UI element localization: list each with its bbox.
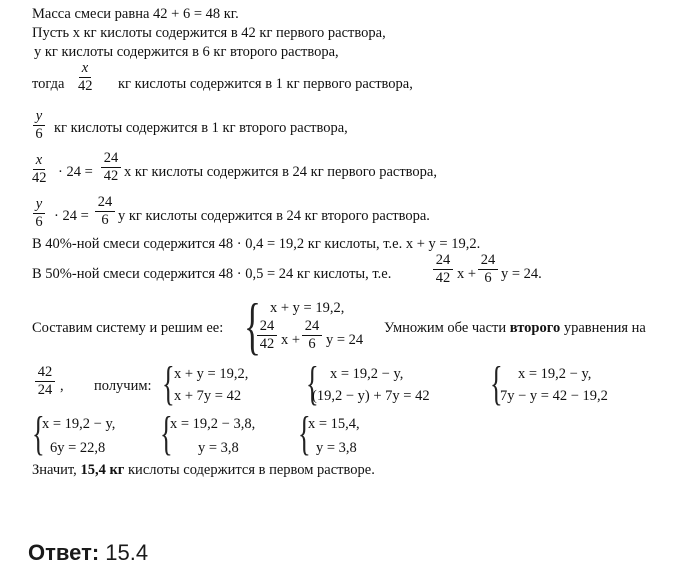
fraction-24-over-42: 24 42 <box>100 150 122 185</box>
line-y6-text: кг кислоты содержится в 1 кг второго раствора, <box>54 120 348 136</box>
line-we-get: получим: <box>94 378 152 394</box>
line-multiply <box>384 320 646 336</box>
s6-eq1: x = 15,4, <box>308 416 360 432</box>
system-eq2-post: y = 24 <box>326 332 364 348</box>
fraction-24-over-42-c: 24 42 <box>256 318 278 353</box>
fraction-42-over-24: 42 24 <box>34 364 56 399</box>
line-x42-mult: · 24 = <box>58 164 93 180</box>
s3-eq2: 7y − y = 42 − 19,2 <box>500 388 608 404</box>
brace-s5: { <box>160 407 173 460</box>
brace-s6: { <box>298 407 311 460</box>
line-y6-mult: · 24 = <box>54 208 89 224</box>
fraction-24-over-6-c: 24 6 <box>301 318 323 353</box>
line-y6-text2: y кг кислоты содержится в 24 кг второго раствора. <box>118 208 430 224</box>
line-50-percent: В 50%-ной смеси содержится 48 · 0,5 = 24 кг кислоты, т.е. <box>32 266 392 282</box>
answer-label: Ответ: <box>28 540 100 565</box>
s1-eq2: x + 7y = 42 <box>174 388 242 404</box>
s5-eq2: y = 3,8 <box>198 440 239 456</box>
conclusion-pre: Значит, <box>32 462 77 478</box>
system-eq1: x + y = 19,2, <box>270 300 345 316</box>
line-let-x: Пусть x кг кислоты содержится в 42 кг первого раствора, <box>32 25 386 41</box>
fraction-x-over-42-b: x 42 <box>32 152 47 186</box>
line-conclusion <box>32 462 375 478</box>
line-40-percent: В 40%-ной смеси содержится 48 · 0,4 = 19,2 кг кислоты, т.е. x + y = 19,2. <box>32 236 481 252</box>
s5-eq1: x = 19,2 − 3,8, <box>170 416 256 432</box>
s4-eq2: 6y = 22,8 <box>50 440 106 456</box>
line-then-text: кг кислоты содержится в 1 кг первого раствора, <box>118 76 413 92</box>
fraction-y-over-6-b: y 6 <box>32 196 46 231</box>
s4-eq1: x = 19,2 − y, <box>42 416 116 432</box>
line-50-x: x + <box>457 266 477 282</box>
brace-s4: { <box>32 407 45 460</box>
brace-s3: { <box>490 357 503 410</box>
answer-line <box>28 540 148 566</box>
s6-eq2: y = 3,8 <box>316 440 357 456</box>
brace-s1: { <box>162 357 175 410</box>
multiply-text-a: Умножим обе части <box>384 320 507 336</box>
s3-eq1: x = 19,2 − y, <box>518 366 592 382</box>
multiply-text-c: уравнения на <box>563 320 646 336</box>
line-mass-sum: Масса смеси равна 42 + 6 = 48 кг. <box>32 6 239 22</box>
conclusion-bold: 15,4 кг <box>80 462 125 478</box>
system-eq2-x: x + <box>281 332 301 348</box>
s2-eq2: (19,2 − y) + 7y = 42 <box>312 388 430 404</box>
line-50-post: y = 24. <box>501 266 542 282</box>
fraction-24-over-42-b: 24 42 <box>432 252 454 287</box>
multiply-text-bold: второго <box>509 320 561 336</box>
line-x42-text: x кг кислоты содержится в 24 кг первого раствора, <box>124 164 437 180</box>
s1-eq1: x + y = 19,2, <box>174 366 249 382</box>
fraction-y-over-6: y 6 <box>32 108 46 143</box>
fraction-24-over-6-b: 24 6 <box>477 252 499 287</box>
brace-system: { <box>244 290 261 361</box>
line-then-label: тогда <box>32 76 65 92</box>
line-let-y: y кг кислоты содержится в 6 кг второго раствора, <box>34 44 339 60</box>
brace-s2: { <box>306 357 319 410</box>
answer-value: 15.4 <box>105 540 149 565</box>
line-system-label: Составим систему и решим ее: <box>32 320 224 336</box>
s2-eq1: x = 19,2 − y, <box>330 366 404 382</box>
fraction-x-over-42: x 42 <box>78 60 93 94</box>
conclusion-post: кислоты содержится в первом растворе. <box>128 462 375 478</box>
line-comma: , <box>60 378 64 394</box>
fraction-24-over-6: 24 6 <box>94 194 116 229</box>
